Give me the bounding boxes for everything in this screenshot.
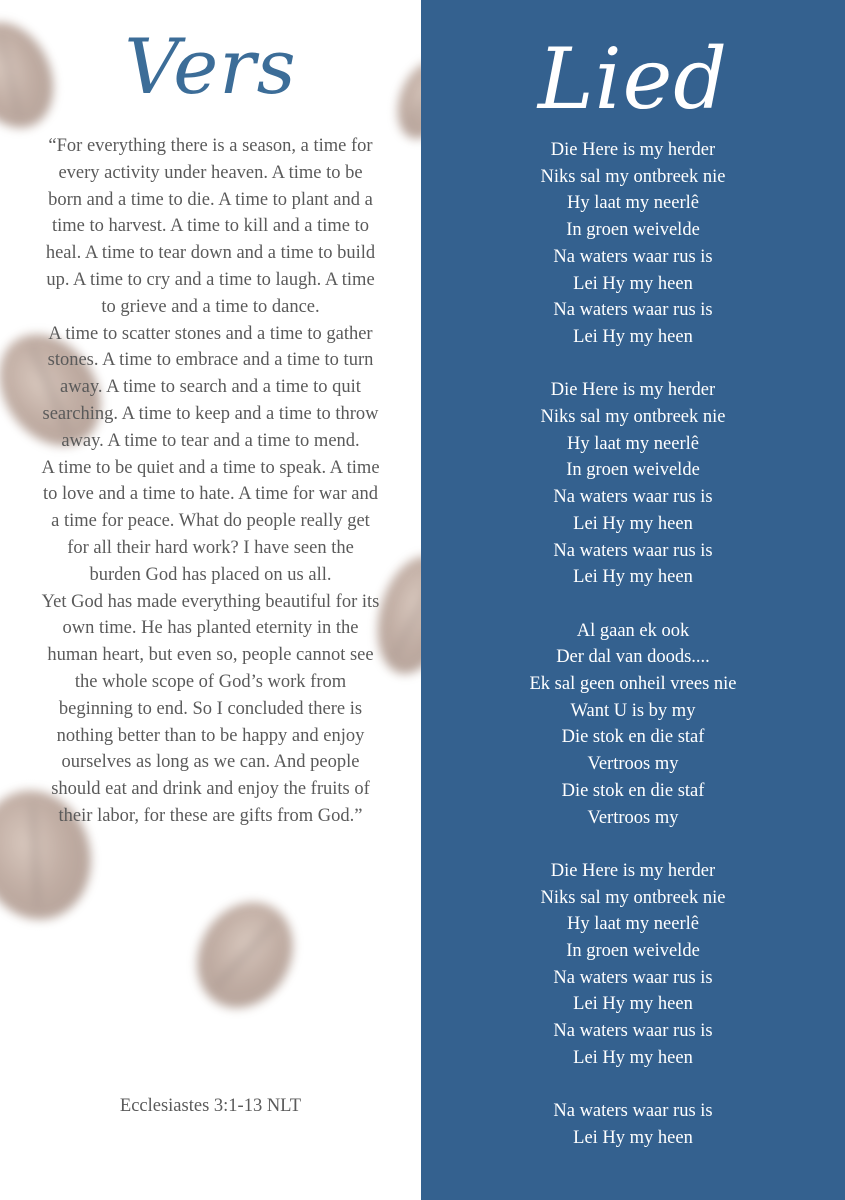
lyric-line: In groen weivelde	[566, 220, 700, 241]
lyric-line: Niks sal my ontbreek nie	[540, 407, 726, 428]
verse-panel	[0, 0, 421, 1200]
lyric-line: Hy laat my neerlê	[566, 193, 699, 214]
song-stanza	[421, 618, 845, 832]
lyric-line: In groen weivelde	[566, 460, 700, 481]
song-panel	[421, 0, 845, 1200]
lyric-line: Na waters waar rus is	[553, 246, 713, 267]
lyric-line: Lei Hy my heen	[573, 567, 693, 588]
coffee-bean-image	[179, 885, 312, 1025]
lyric-line: Ek sal geen onheil vrees nie	[529, 674, 737, 695]
lyric-line: Lei Hy my heen	[573, 326, 693, 347]
lyric-line: Lei Hy my heen	[573, 273, 693, 294]
song-stanza	[421, 858, 845, 1072]
verse-paragraph: A time to scatter stones and a time to gather stones. A time to embrace and a time to turn away. A time to search and a time to quit searching. A time to keep and a time to throw away. A time to tear and a time to mend.	[42, 323, 379, 451]
song-stanza	[421, 377, 845, 591]
song-stanza	[421, 137, 845, 351]
lyric-line: Die Here is my herder	[550, 140, 716, 160]
song-heading: Lied	[537, 30, 729, 128]
lyric-line: Lei Hy my heen	[573, 1127, 693, 1148]
lyric-line: Die stok en die staf	[561, 727, 705, 748]
lyric-line: Der dal van doods....	[556, 647, 710, 668]
lyric-line: Die Here is my herder	[550, 860, 716, 881]
lyric-line: Vertroos my	[587, 807, 679, 828]
lyric-line: Na waters waar rus is	[553, 300, 713, 321]
lyric-line: Na waters waar rus is	[553, 487, 713, 508]
lyric-line: Na waters waar rus is	[553, 1021, 713, 1042]
lyric-line: Na waters waar rus is	[553, 1101, 713, 1122]
lyric-line: Die Here is my herder	[550, 380, 716, 401]
song-stanza	[421, 1098, 845, 1151]
lyric-line: Niks sal my ontbreek nie	[540, 166, 726, 187]
lyric-line: Die stok en die staf	[561, 780, 705, 801]
song-lyrics	[421, 137, 845, 1178]
lyric-line: Lei Hy my heen	[573, 513, 693, 534]
verse-heading: Vers	[124, 22, 297, 111]
lyric-line: Vertroos my	[587, 754, 679, 775]
lyric-line: Want U is by my	[570, 700, 696, 721]
lyric-line: Hy laat my neerlê	[566, 914, 699, 935]
lyric-line: In groen weivelde	[566, 941, 700, 962]
verse-paragraph: “For everything there is a season, a time for every activity under heaven. A time to be born and a time to die. A time to plant and a time to harvest. A time to kill and a time to heal. A time to tear down and a time to build up. A time to cry and a time to laugh. A time to grieve and a time to dance.	[45, 136, 376, 317]
verse-text	[40, 133, 381, 830]
lyric-line: Na waters waar rus is	[553, 967, 713, 988]
lyric-line: Al gaan ek ook	[576, 620, 690, 641]
lyric-line: Hy laat my neerlê	[566, 433, 699, 454]
lyric-line: Na waters waar rus is	[553, 540, 713, 561]
lyric-line: Lei Hy my heen	[573, 1047, 693, 1068]
lyric-line: Niks sal my ontbreek nie	[540, 887, 726, 908]
verse-paragraph: Yet God has made everything beautiful for its own time. He has planted eternity in the human heart, but even so, people cannot see the whole scope of God’s work from beginning to end. So I concluded there is nothing better than to be happy and enjoy ourselves as long as we can. And people should eat and drink and enjoy the fruits of their labor, for these are gifts from God.”	[41, 591, 380, 826]
verse-paragraph: A time to be quiet and a time to speak. A time to love and a time to hate. A time for war and a time for peace. What do people really get for all their hard work? I have seen the burden God has placed on us all.	[41, 457, 380, 585]
lyric-line: Lei Hy my heen	[573, 994, 693, 1015]
verse-reference: Ecclesiastes 3:1-13 NLT	[119, 1096, 302, 1116]
